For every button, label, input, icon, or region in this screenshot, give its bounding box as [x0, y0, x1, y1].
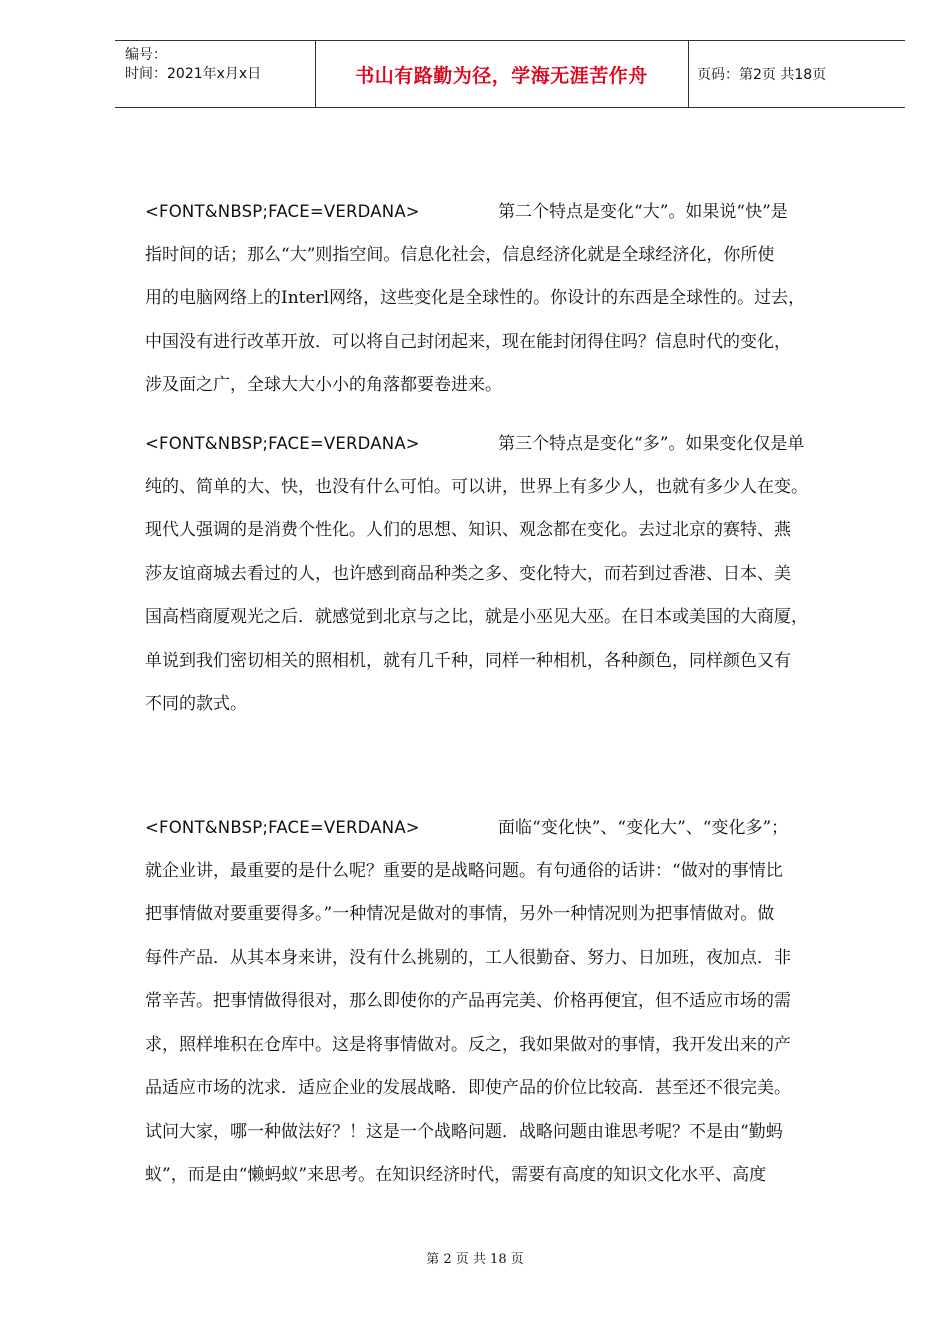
paragraph-line: 蚁”，而是由“懒蚂蚁”来思考。在知识经济时代，需要有高度的知识文化水平、高度 [145, 1165, 767, 1185]
paragraph-text: 第三个特点是变化“多”。如果变化仅是单 [498, 434, 805, 454]
paragraph-line [145, 190, 875, 234]
document-number-label: 编号： [125, 47, 167, 63]
document-time-label: 时间：2021年x月x日 [125, 66, 262, 82]
paragraph-line: 品适应市场的沈求．适应企业的发展战略．即使产品的价位比较高．甚至还不很完美。 [145, 1078, 791, 1098]
paragraph-line [145, 806, 875, 850]
header-page-code: 页码：第2页 共18页 [697, 67, 827, 83]
header-motto-cell [315, 41, 689, 107]
header-motto: 书山有路勤为径，学海无涯苦作舟 [355, 64, 648, 87]
paragraph-text: 第二个特点是变化“大”。如果说“快”是 [498, 202, 788, 222]
paragraph-line: 求，照样堆积在仓库中。这是将事情做对。反之，我如果做对的事情，我开发出来的产 [145, 1034, 791, 1055]
paragraph-line: 每件产品．从其本身来讲，没有什么挑剔的，工人很勤奋、努力、日加班，夜加点．非 [145, 947, 791, 968]
paragraph-line: 试问大家，哪一种做法好？！这是一个战略问题．战略问题由谁思考呢？不是由“勤蚂 [145, 1121, 783, 1142]
paragraph-text: 面临“变化快”、“变化大”、“变化多”； [498, 818, 789, 838]
font-tag-text: <FONT&NBSP;FACE=VERDANA> [145, 818, 420, 837]
paragraph-line: 涉及面之广，全球大大小小的角落都要卷进来。 [145, 375, 502, 395]
paragraph-1 [145, 190, 875, 408]
paragraph-line: 单说到我们密切相关的照相机，就有几千种，同样一种相机，各种颜色，同样颜色又有 [145, 650, 791, 671]
paragraph-line: 不同的款式。 [145, 694, 247, 714]
paragraph-line: 纯的、简单的大、快，也没有什么可怕。可以讲，世界上有多少人，也就有多少人在变。 [145, 476, 808, 497]
paragraph-line: 常辛苦。把事情做得很对，那么即使你的产品再完美、价格再便宜，但不适应市场的需 [145, 991, 791, 1011]
footer-page-number: 第 2 页 共 18 页 [426, 1252, 524, 1267]
paragraph-line: 莎友谊商城去看过的人，也许感到商品种类之多、变化特大，而若到过香港、日本、美 [145, 563, 791, 584]
font-tag-text: <FONT&NBSP;FACE=VERDANA> [145, 202, 420, 221]
font-tag-text: <FONT&NBSP;FACE=VERDANA> [145, 434, 420, 453]
page-header [115, 40, 905, 108]
header-meta-cell [115, 41, 316, 107]
page-footer [0, 1248, 950, 1267]
paragraph-3 [145, 806, 875, 1198]
paragraph-line: 指时间的话；那么“大”则指空间。信息化社会，信息经济化就是全球经济化，你所使 [145, 244, 775, 265]
paragraph-line: 把事情做对要重要得多。”一种情况是做对的事情，另外一种情况则为把事情做对。做 [145, 904, 775, 924]
paragraph-2 [145, 422, 875, 727]
paragraph-line [145, 422, 875, 466]
header-page-cell [688, 41, 905, 107]
paragraph-line: 现代人强调的是消费个性化。人们的思想、知识、观念都在变化。去过北京的赛特、燕 [145, 520, 791, 540]
paragraph-line: 就企业讲，最重要的是什么呢？重要的是战略问题。有句通俗的话讲：“做对的事情比 [145, 860, 783, 881]
paragraph-line: 用的电脑网络上的Interl网络，这些变化是全球性的。你设计的东西是全球性的。过去， [145, 288, 806, 308]
paragraph-line: 国高档商厦观光之后．就感觉到北京与之比，就是小巫见大巫。在日本或美国的大商厦， [145, 607, 808, 627]
paragraph-line: 中国没有进行改革开放．可以将自己封闭起来，现在能封闭得住吗？信息时代的变化， [145, 331, 791, 352]
